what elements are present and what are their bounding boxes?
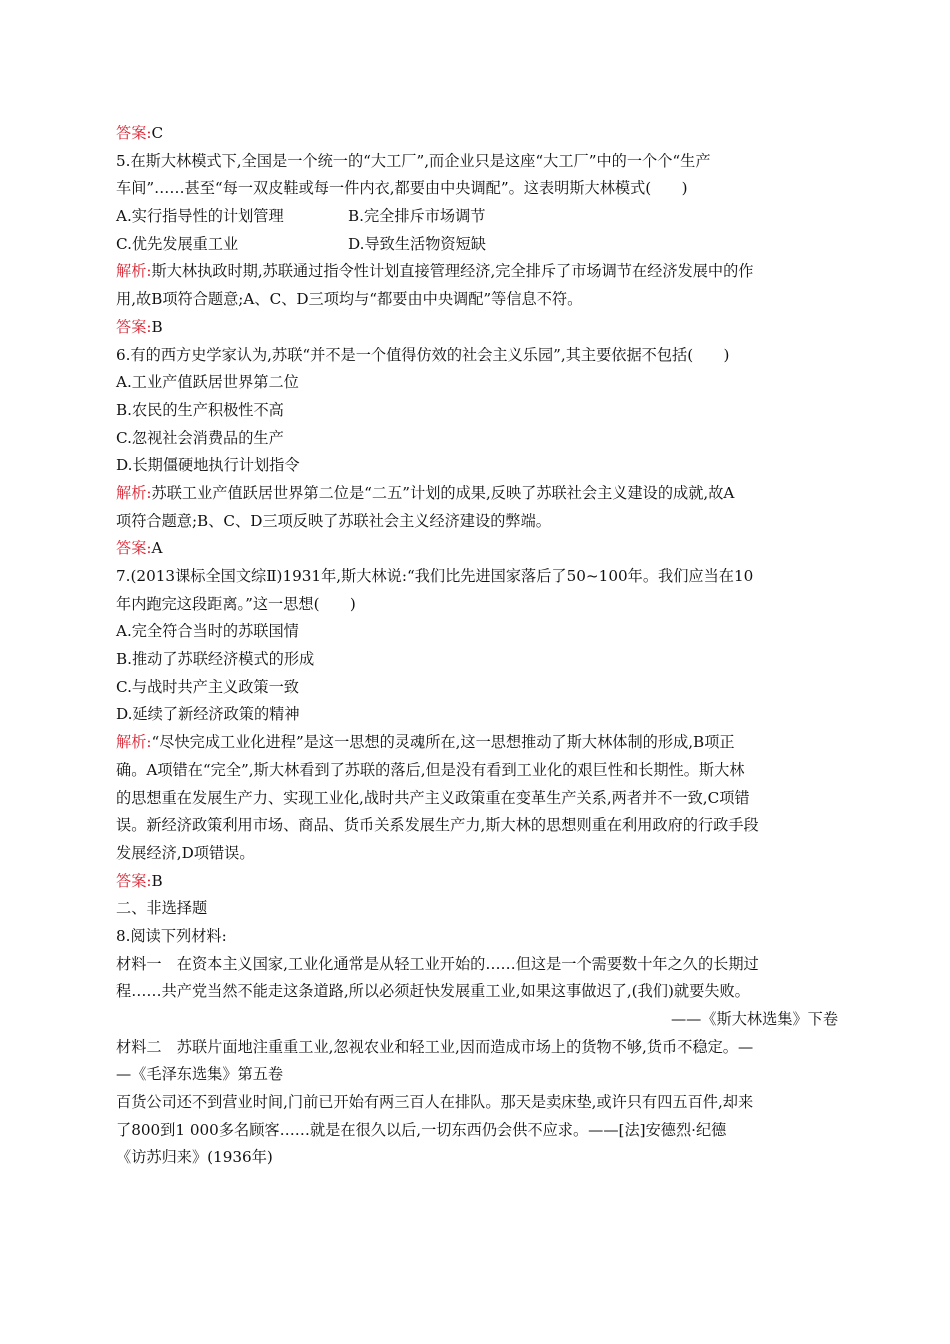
q7-option-b: B.推动了苏联经济模式的形成 bbox=[116, 650, 315, 669]
q6-option-c: C.忽视社会消费品的生产 bbox=[116, 428, 284, 447]
q7-analysis-line: 确。A项错在“完全”,斯大林看到了苏联的落后,但是没有看到工业化的艰巨性和长期性。斯大林 bbox=[116, 760, 745, 779]
analysis-label: 解析: bbox=[116, 483, 152, 502]
q5-option-row bbox=[116, 203, 838, 231]
answer-label: 答案: bbox=[116, 539, 152, 558]
analysis-label: 解析: bbox=[116, 733, 152, 752]
analysis-label: 解析: bbox=[116, 262, 152, 281]
q7-stem-line: 7.(2013课标全国文综Ⅱ)1931年,斯大林说:“我们比先进国家落后了50~100年。我们应当在10 bbox=[116, 567, 754, 585]
analysis-text: 苏联工业产值跃居世界第二位是“二五”计划的成果,反映了苏联社会主义建设的成就,故A bbox=[151, 483, 735, 502]
q6-analysis bbox=[116, 480, 838, 508]
q5-analysis-line: 用,故B项符合题意;A、C、D三项均与“都要由中央调配”等信息不符。 bbox=[116, 290, 583, 309]
q7-option-d: D.延续了新经济政策的精神 bbox=[116, 705, 300, 724]
answer-value: B bbox=[151, 871, 163, 890]
q6-option-b: B.农民的生产积极性不高 bbox=[116, 400, 284, 419]
answer-label: 答案: bbox=[116, 871, 152, 890]
q5-answer bbox=[116, 314, 838, 342]
q5-stem-line: 5.在斯大林模式下,全国是一个统一的“大工厂”,而企业只是这座“大工厂”中的一个个“生产 bbox=[116, 151, 711, 170]
q6-answer bbox=[116, 535, 838, 563]
document-page bbox=[116, 120, 838, 1172]
q8-stem: 8.阅读下列材料: bbox=[116, 926, 227, 945]
material-1-line: 程……共产党当然不能走这条道路,所以必须赶快发展重工业,如果这事做迟了,(我们)就要失败。 bbox=[116, 982, 750, 1001]
q7-analysis bbox=[116, 729, 838, 757]
q6-stem: 6.有的西方史学家认为,苏联“并不是一个值得仿效的社会主义乐园”,其主要依据不包括( ) bbox=[116, 345, 730, 364]
material-2-line: 材料二 苏联片面地注重重工业,忽视农业和轻工业,因而造成市场上的货物不够,货币不稳定。— bbox=[116, 1037, 754, 1056]
q5-option-a: A.实行指导性的计划管理 bbox=[116, 207, 284, 226]
q6-analysis-line: 项符合题意;B、C、D三项反映了苏联社会主义经济建设的弊端。 bbox=[116, 511, 551, 530]
q6-option-d: D.长期僵硬地执行计划指令 bbox=[116, 456, 300, 475]
q7-answer bbox=[116, 868, 838, 896]
q5-option-row bbox=[116, 231, 838, 259]
q6-option-a: A.工业产值跃居世界第二位 bbox=[116, 373, 299, 392]
section-title: 二、非选择题 bbox=[116, 899, 208, 918]
material-3-line: 《访苏归来》(1936年) bbox=[116, 1148, 273, 1167]
q5-option-b: B.完全排斥市场调节 bbox=[348, 207, 486, 226]
q5-option-c: C.优先发展重工业 bbox=[116, 234, 239, 253]
q7-option-a: A.完全符合当时的苏联国情 bbox=[116, 622, 299, 641]
q7-analysis-line: 误。新经济政策利用市场、商品、货币关系发展生产力,斯大林的思想则重在利用政府的行政手段 bbox=[116, 816, 759, 835]
q7-option-c: C.与战时共产主义政策一致 bbox=[116, 677, 299, 696]
q7-analysis-line: 发展经济,D项错误。 bbox=[116, 843, 255, 862]
q7-analysis-line: 的思想重在发展生产力、实现工业化,战时共产主义政策重在变革生产关系,两者并不一致,C项错 bbox=[116, 788, 750, 807]
answer-label: 答案: bbox=[116, 124, 152, 142]
answer-value: A bbox=[151, 539, 163, 558]
material-3-line: 百货公司还不到营业时间,门前已开始有两三百人在排队。那天是卖床垫,或许只有四五百件,却来 bbox=[116, 1093, 754, 1112]
q5-option-d: D.导致生活物资短缺 bbox=[348, 234, 486, 253]
answer-value: B bbox=[151, 317, 163, 336]
material-3-line: 了800到1 000多名顾客……就是在很久以后,一切东西仍会供不应求。——[法]安德烈·纪德 bbox=[116, 1120, 727, 1139]
answer-label: 答案: bbox=[116, 317, 152, 336]
material-1-line: 材料一 在资本主义国家,工业化通常是从轻工业开始的……但这是一个需要数十年之久的长期过 bbox=[116, 954, 759, 973]
answer-value: C bbox=[151, 124, 164, 142]
analysis-text: 斯大林执政时期,苏联通过指令性计划直接管理经济,完全排斥了市场调节在经济发展中的作 bbox=[151, 262, 754, 281]
q4-answer bbox=[116, 120, 838, 148]
q5-analysis bbox=[116, 258, 838, 286]
q5-stem-line: 车间”……甚至“每一双皮鞋或每一件内衣,都要由中央调配”。这表明斯大林模式( ) bbox=[116, 179, 688, 198]
q7-stem-line: 年内跑完这段距离。”这一思想( ) bbox=[116, 594, 356, 613]
material-1-source: ——《斯大林选集》下卷 bbox=[670, 1010, 838, 1028]
material-2-line: —《毛泽东选集》第五卷 bbox=[116, 1065, 284, 1084]
analysis-text: “尽快完成工业化进程”是这一思想的灵魂所在,这一思想推动了斯大林体制的形成,B项正 bbox=[151, 733, 735, 752]
